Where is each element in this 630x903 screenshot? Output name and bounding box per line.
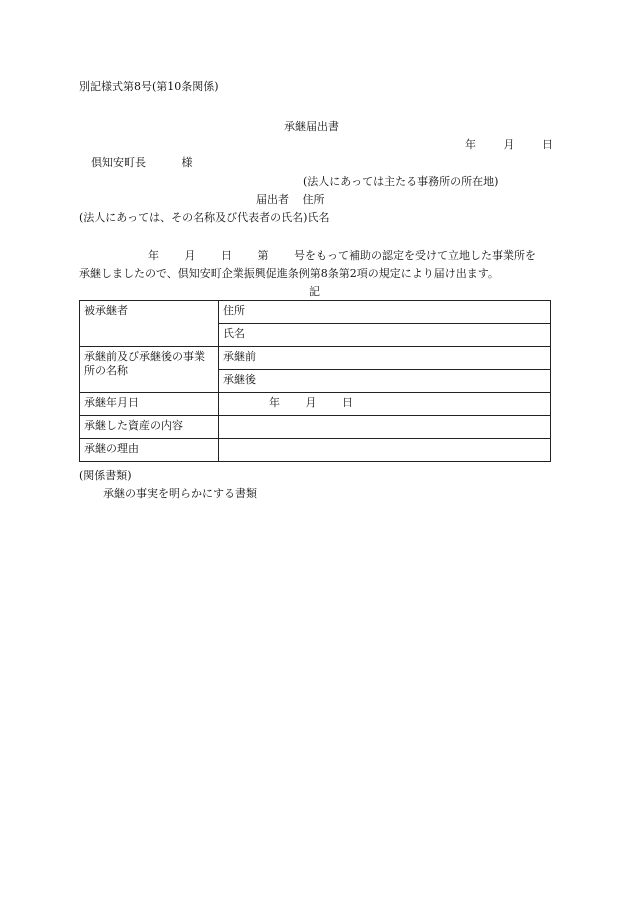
- office-name-label-cell: [80, 347, 219, 393]
- body-month: 月: [184, 249, 196, 262]
- table-row: [80, 301, 551, 324]
- table-row: [80, 347, 551, 370]
- body-day: 日: [221, 249, 232, 262]
- date-label-cell: 承継年月日: [80, 393, 219, 416]
- name-label: 氏名: [307, 211, 330, 224]
- date-line: [465, 138, 553, 152]
- table-row: [80, 416, 551, 439]
- after-cell: 承継後: [219, 370, 551, 393]
- body-rest: 号をもって補助の認定を受けて立地した事業所を: [294, 249, 536, 262]
- assets-value-cell: [219, 416, 551, 439]
- table-date-year: 年: [269, 396, 280, 409]
- assets-label-cell: 承継した資産の内容: [80, 416, 219, 439]
- body-line-1: [148, 249, 536, 263]
- address-cell: 住所: [219, 301, 551, 324]
- reason-value-cell: [219, 439, 551, 462]
- reason-label-cell: 承継の理由: [80, 439, 219, 462]
- body-year: 年: [148, 249, 159, 262]
- submitter-line: [256, 193, 325, 207]
- succession-table: [79, 300, 551, 462]
- table-date-day: 日: [342, 396, 353, 409]
- date-year: 年: [465, 138, 476, 151]
- addressee-honorific: 様: [181, 156, 193, 169]
- related-docs-heading: (関係書類): [79, 469, 132, 482]
- table-row: [80, 393, 551, 416]
- ki-heading: 記: [309, 285, 320, 298]
- before-cell: 承継前: [219, 347, 551, 370]
- date-month: 月: [503, 138, 515, 151]
- corp-address-note: (法人にあっては主たる事務所の所在地): [303, 175, 499, 188]
- office-name-line-2: 所の名称: [84, 364, 128, 377]
- date-day: 日: [542, 138, 553, 151]
- body-ordinal: 第: [257, 249, 269, 262]
- addressee: [91, 156, 193, 170]
- office-name-line-1: 承継前及び承継後の事業: [84, 350, 205, 363]
- table-date-month: 月: [305, 396, 317, 409]
- submitter-address-label: 住所: [302, 193, 325, 206]
- document-title: 承継届出書: [284, 120, 339, 133]
- table-row: [80, 439, 551, 462]
- successor-label-cell: 被承継者: [80, 301, 219, 347]
- name-cell: 氏名: [219, 324, 551, 347]
- body-line-2: 承継しましたので、倶知安町企業振興促進条例第8条第2項の規定により届け出ます。: [79, 267, 499, 280]
- related-docs-item: 承継の事実を明らかにする書類: [103, 487, 257, 500]
- addressee-name: 倶知安町長: [91, 156, 146, 169]
- corp-name-line: [79, 211, 329, 225]
- form-number: 別記様式第8号(第10条関係): [79, 80, 219, 93]
- date-value-cell: [219, 393, 551, 416]
- submitter-label: 届出者: [256, 193, 289, 206]
- corp-name-note: (法人にあっては、その名称及び代表者の氏名): [79, 211, 308, 224]
